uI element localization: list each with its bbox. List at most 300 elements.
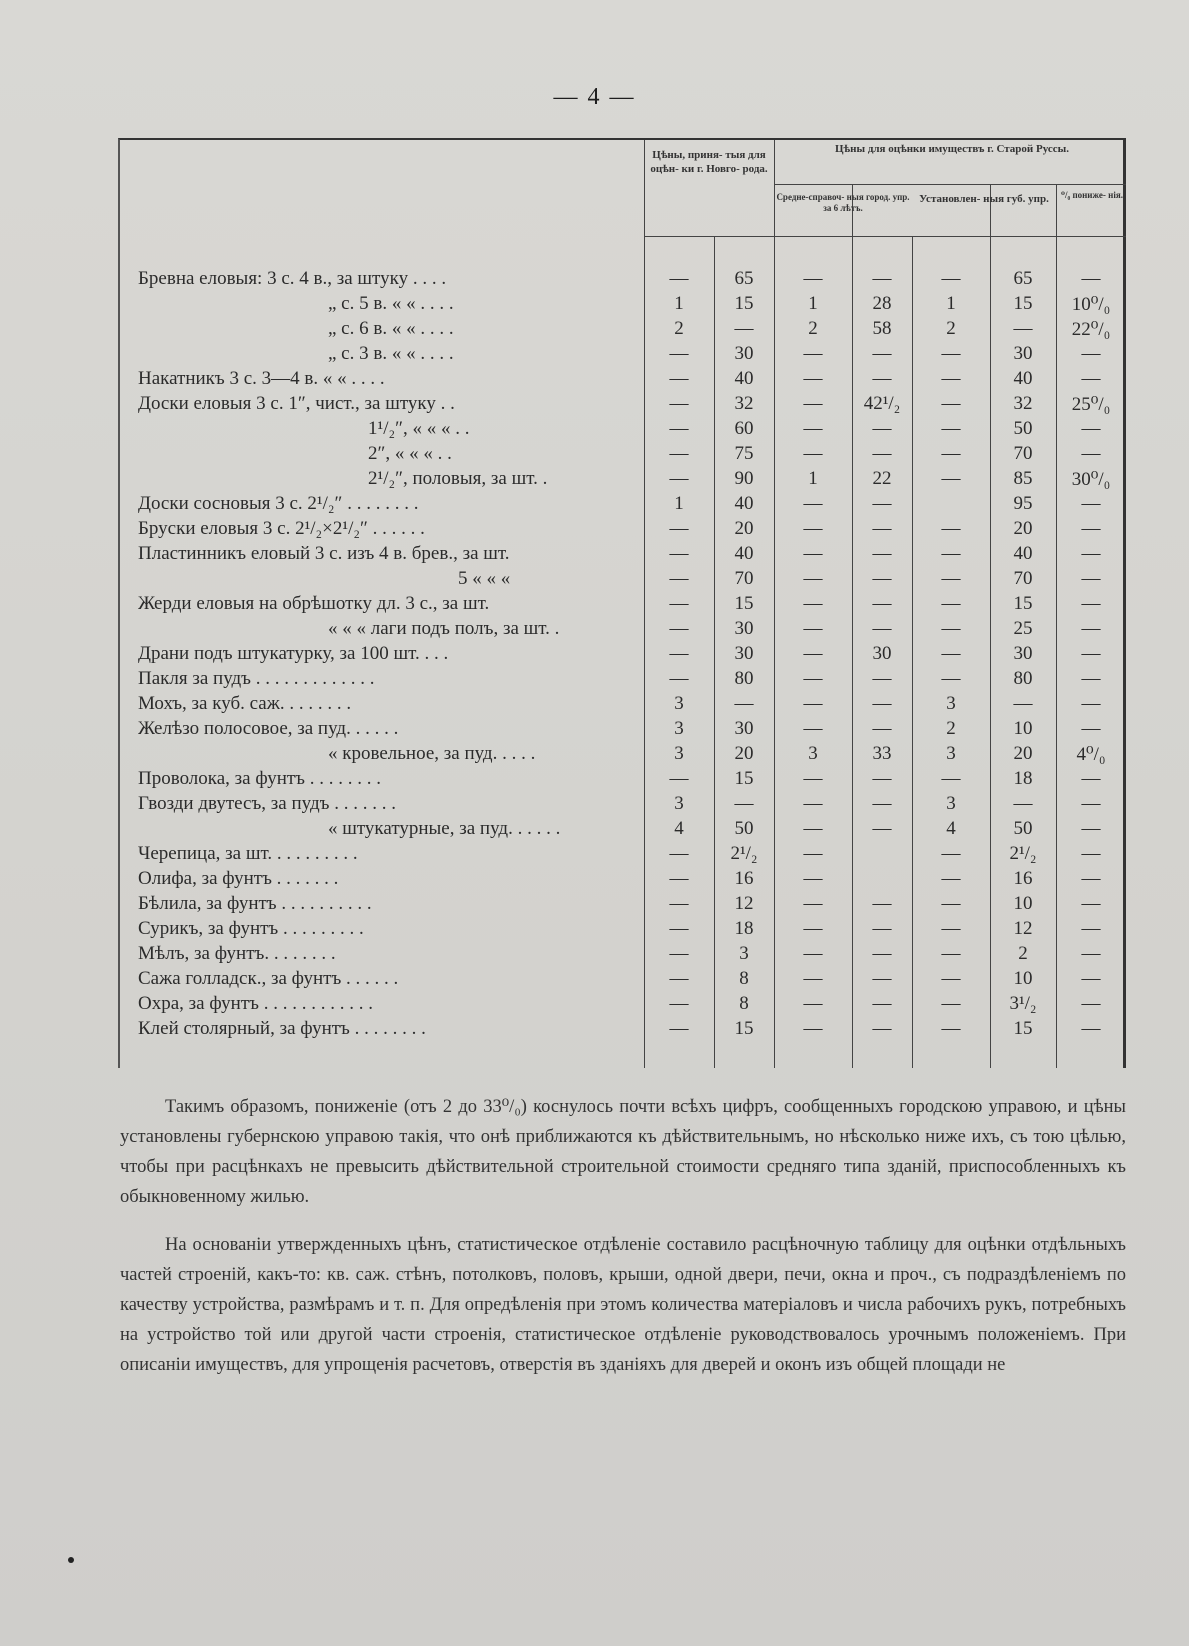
cell-c5: 3 bbox=[946, 793, 956, 814]
row-label bbox=[138, 943, 658, 965]
cell-c5: — bbox=[941, 568, 961, 589]
row-label-text: Черепица, за шт. . . . . . . . . . bbox=[138, 843, 358, 864]
cell-c2: 60 bbox=[734, 418, 754, 439]
cell-c7: — bbox=[1081, 1018, 1101, 1039]
table-row bbox=[120, 967, 1123, 992]
cell-c1: — bbox=[669, 1018, 689, 1039]
row-label bbox=[138, 968, 658, 990]
cell-c6: 70 bbox=[1013, 568, 1033, 589]
cell-c7: — bbox=[1081, 843, 1101, 864]
table-row bbox=[120, 792, 1123, 817]
row-label-text: Пластинникъ еловый 3 с. изъ 4 в. брев., за шт. bbox=[138, 543, 510, 564]
row-label bbox=[138, 668, 658, 690]
cell-c5: — bbox=[941, 268, 961, 289]
row-label-text: Желѣзо полосовое, за пуд. . . . . . bbox=[138, 718, 399, 739]
cell-c1: — bbox=[669, 618, 689, 639]
cell-c2: 15 bbox=[734, 293, 754, 314]
cell-c5: 3 bbox=[946, 693, 956, 714]
table-row bbox=[120, 592, 1123, 617]
cell-c4: — bbox=[872, 818, 892, 839]
cell-c7: — bbox=[1081, 943, 1101, 964]
cell-c2: 8 bbox=[739, 993, 749, 1014]
table-row bbox=[120, 342, 1123, 367]
row-label-text: Гвозди двутесъ, за пудъ . . . . . . . bbox=[138, 793, 396, 814]
cell-c7: — bbox=[1081, 868, 1101, 889]
cell-c5: — bbox=[941, 343, 961, 364]
table-row bbox=[120, 1017, 1123, 1042]
cell-c2: 30 bbox=[734, 618, 754, 639]
cell-c7: — bbox=[1081, 793, 1101, 814]
row-label bbox=[138, 493, 658, 515]
cell-c4: — bbox=[872, 968, 892, 989]
cell-c7: — bbox=[1081, 568, 1101, 589]
cell-c3: — bbox=[803, 893, 823, 914]
cell-c7: — bbox=[1081, 618, 1101, 639]
price-table bbox=[118, 138, 1126, 1068]
cell-c6: 10 bbox=[1013, 968, 1033, 989]
cell-c1: — bbox=[669, 568, 689, 589]
cell-c7: — bbox=[1081, 893, 1101, 914]
cell-c4: — bbox=[872, 543, 892, 564]
table-body bbox=[120, 267, 1123, 1042]
cell-c2: 50 bbox=[734, 818, 754, 839]
cell-c7: — bbox=[1081, 968, 1101, 989]
cell-c1: — bbox=[669, 518, 689, 539]
cell-c6: 15 bbox=[1013, 1018, 1033, 1039]
row-label-text: Доски сосновыя 3 с. 2¹/₂″ . . . . . . . . bbox=[138, 493, 419, 514]
cell-c3: — bbox=[803, 268, 823, 289]
cell-c2: 8 bbox=[739, 968, 749, 989]
cell-c4: — bbox=[872, 568, 892, 589]
table-row bbox=[120, 692, 1123, 717]
cell-c4: 42¹/₂ bbox=[863, 393, 901, 414]
cell-c7: — bbox=[1081, 543, 1101, 564]
cell-c2: 65 bbox=[734, 268, 754, 289]
cell-c1: — bbox=[669, 768, 689, 789]
cell-c7: — bbox=[1081, 768, 1101, 789]
cell-c7: — bbox=[1081, 593, 1101, 614]
cell-c1: 1 bbox=[674, 493, 684, 514]
table-row bbox=[120, 642, 1123, 667]
cell-c3: — bbox=[803, 693, 823, 714]
header-novgorod: Цѣны, приня- тыя для оцѣн- ки г. Новго- рода. bbox=[650, 149, 768, 175]
table-row bbox=[120, 517, 1123, 542]
cell-c3: — bbox=[803, 418, 823, 439]
row-label bbox=[138, 868, 658, 890]
cell-c4: — bbox=[872, 893, 892, 914]
cell-c7: — bbox=[1081, 718, 1101, 739]
row-label-text: Мѣлъ, за фунтъ. . . . . . . . bbox=[138, 943, 336, 964]
row-label bbox=[138, 893, 658, 915]
cell-c1: 3 bbox=[674, 693, 684, 714]
row-label-text: 2″, « « « . . bbox=[368, 443, 452, 464]
cell-c5: — bbox=[941, 418, 961, 439]
cell-c5: — bbox=[941, 768, 961, 789]
row-label-text: Бѣлила, за фунтъ . . . . . . . . . . bbox=[138, 893, 372, 914]
cell-c5: — bbox=[941, 968, 961, 989]
cell-c7: — bbox=[1081, 993, 1101, 1014]
paragraph: На основаніи утвержденныхъ цѣнъ, статистическое отдѣленіе составило расцѣночную таблицу для оцѣнки отдѣльныхъ частей строеній, какъ-то: кв. саж. стѣнъ, потолковъ, половъ, крыши, одной двери, печи, окна и проч., съ подраздѣленіемъ по качеству устройства, размѣрамъ и т. п. Для опредѣленія при этомъ количества матеріаловъ и числа рабочихъ рукъ, потребныхъ на устройство той или другой части строенія, статистическое отдѣленіе руководствовалось урочнымъ положеніемъ. При описаніи имуществъ, для упрощенія расчетовъ, отверстія въ зданіяхъ для дверей и оконъ изъ общей площади не bbox=[120, 1235, 1126, 1375]
row-label-text: Пакля за пудъ . . . . . . . . . . . . . bbox=[138, 668, 375, 689]
cell-c5: — bbox=[941, 943, 961, 964]
cell-c1: — bbox=[669, 868, 689, 889]
row-label-text: „ с. 3 в. « « . . . . bbox=[328, 343, 454, 364]
cell-c4: — bbox=[872, 768, 892, 789]
row-label-text: Накатникъ 3 с. 3—4 в. « « . . . . bbox=[138, 368, 385, 389]
body-text bbox=[120, 1092, 1126, 1380]
cell-c4: 30 bbox=[872, 643, 892, 664]
cell-c7: — bbox=[1081, 918, 1101, 939]
cell-c3: — bbox=[803, 493, 823, 514]
header-rule bbox=[644, 236, 1126, 237]
cell-c2: 16 bbox=[734, 868, 754, 889]
cell-c5: — bbox=[941, 443, 961, 464]
cell-c6: 85 bbox=[1013, 468, 1033, 489]
row-label-text: „ с. 6 в. « « . . . . bbox=[328, 318, 454, 339]
cell-c6: 95 bbox=[1013, 493, 1033, 514]
row-label bbox=[138, 443, 658, 465]
row-label bbox=[138, 393, 658, 415]
cell-c3: — bbox=[803, 718, 823, 739]
cell-c7: 25⁰/₀ bbox=[1071, 394, 1111, 415]
cell-c7: — bbox=[1081, 268, 1101, 289]
cell-c1: — bbox=[669, 468, 689, 489]
row-label bbox=[138, 718, 658, 740]
cell-c5: — bbox=[941, 543, 961, 564]
cell-c1: 2 bbox=[674, 318, 684, 339]
table-row bbox=[120, 417, 1123, 442]
cell-c6: 15 bbox=[1013, 593, 1033, 614]
cell-c2: 40 bbox=[734, 368, 754, 389]
cell-c6: 40 bbox=[1013, 543, 1033, 564]
cell-c6: 32 bbox=[1013, 393, 1033, 414]
row-label bbox=[138, 993, 658, 1015]
cell-c6: 50 bbox=[1013, 418, 1033, 439]
row-label bbox=[138, 568, 658, 590]
row-label-text: Доски еловыя 3 с. 1″, чист., за штуку . . bbox=[138, 393, 455, 414]
cell-c7: — bbox=[1081, 518, 1101, 539]
cell-c2: 70 bbox=[734, 568, 754, 589]
cell-c4: — bbox=[872, 718, 892, 739]
cell-c3: — bbox=[803, 368, 823, 389]
cell-c6: 70 bbox=[1013, 443, 1033, 464]
cell-c6: 30 bbox=[1013, 643, 1033, 664]
cell-c3: — bbox=[803, 518, 823, 539]
row-label-text: Драни подъ штукатурку, за 100 шт. . . . bbox=[138, 643, 449, 664]
cell-c1: — bbox=[669, 393, 689, 414]
cell-c2: 3 bbox=[739, 943, 749, 964]
table-row bbox=[120, 367, 1123, 392]
cell-c5: — bbox=[941, 643, 961, 664]
cell-c1: — bbox=[669, 368, 689, 389]
table-row bbox=[120, 542, 1123, 567]
cell-c5: 3 bbox=[946, 743, 956, 764]
row-label-text: Бревна еловыя: 3 с. 4 в., за штуку . . . . bbox=[138, 268, 447, 289]
cell-c1: — bbox=[669, 593, 689, 614]
cell-c7: — bbox=[1081, 443, 1101, 464]
cell-c6: 50 bbox=[1013, 818, 1033, 839]
row-label bbox=[138, 1018, 658, 1040]
cell-c2: 18 bbox=[734, 918, 754, 939]
cell-c6: 20 bbox=[1013, 518, 1033, 539]
cell-c2: 30 bbox=[734, 343, 754, 364]
row-label-text: Сажа голладск., за фунтъ . . . . . . bbox=[138, 968, 399, 989]
cell-c7: — bbox=[1081, 668, 1101, 689]
row-label bbox=[138, 368, 658, 390]
header-staraya-russa: Цѣны для оцѣнки имуществъ г. Старой Руссы. bbox=[834, 143, 1069, 155]
cell-c3: 1 bbox=[808, 468, 818, 489]
row-label bbox=[138, 618, 658, 640]
table-row bbox=[120, 442, 1123, 467]
cell-c3: — bbox=[803, 443, 823, 464]
cell-c2: 40 bbox=[734, 493, 754, 514]
cell-c6: 3¹/₂ bbox=[1009, 993, 1037, 1014]
row-label bbox=[138, 643, 658, 665]
cell-c3: 2 bbox=[808, 318, 818, 339]
header-pct: ⁰/₀ пониже- нія. bbox=[1061, 190, 1123, 200]
cell-c7: — bbox=[1081, 368, 1101, 389]
row-label-text: Охра, за фунтъ . . . . . . . . . . . . bbox=[138, 993, 373, 1014]
cell-c2: — bbox=[734, 693, 754, 714]
cell-c4: — bbox=[872, 993, 892, 1014]
cell-c6: 25 bbox=[1013, 618, 1033, 639]
cell-c2: 20 bbox=[734, 518, 754, 539]
table-row bbox=[120, 267, 1123, 292]
cell-c1: — bbox=[669, 268, 689, 289]
row-label-text: 5 « « « bbox=[458, 568, 511, 589]
cell-c5: — bbox=[941, 1018, 961, 1039]
cell-c6: — bbox=[1013, 693, 1033, 714]
cell-c4: — bbox=[872, 418, 892, 439]
cell-c4: — bbox=[872, 518, 892, 539]
cell-c7: — bbox=[1081, 693, 1101, 714]
row-label bbox=[138, 693, 658, 715]
table-row bbox=[120, 317, 1123, 342]
cell-c2: 30 bbox=[734, 718, 754, 739]
cell-c3: — bbox=[803, 643, 823, 664]
cell-c6: 18 bbox=[1013, 768, 1033, 789]
cell-c5: 4 bbox=[946, 818, 956, 839]
cell-c7: 30⁰/₀ bbox=[1071, 469, 1111, 490]
cell-c4: 28 bbox=[872, 293, 892, 314]
cell-c1: 3 bbox=[674, 718, 684, 739]
cell-c7: 10⁰/₀ bbox=[1071, 294, 1111, 315]
page-number: — 4 — bbox=[553, 84, 636, 110]
cell-c7: 4⁰/₀ bbox=[1076, 744, 1106, 765]
cell-c1: — bbox=[669, 843, 689, 864]
row-label-text: Олифа, за фунтъ . . . . . . . bbox=[138, 868, 339, 889]
cell-c2: 12 bbox=[734, 893, 754, 914]
table-row bbox=[120, 617, 1123, 642]
cell-c4: 22 bbox=[872, 468, 892, 489]
table-row bbox=[120, 917, 1123, 942]
cell-c4: — bbox=[872, 793, 892, 814]
cell-c4: — bbox=[872, 268, 892, 289]
cell-c3: 1 bbox=[808, 293, 818, 314]
cell-c1: — bbox=[669, 543, 689, 564]
cell-c7: 22⁰/₀ bbox=[1071, 319, 1111, 340]
cell-c3: — bbox=[803, 543, 823, 564]
cell-c5: — bbox=[941, 618, 961, 639]
cell-c4: — bbox=[872, 443, 892, 464]
cell-c6: 80 bbox=[1013, 668, 1033, 689]
cell-c5: 2 bbox=[946, 318, 956, 339]
table-row bbox=[120, 842, 1123, 867]
cell-c5: — bbox=[941, 393, 961, 414]
cell-c6: 2¹/₂ bbox=[1009, 843, 1037, 864]
row-label-text: Мохъ, за куб. саж. . . . . . . . bbox=[138, 693, 352, 714]
cell-c2: — bbox=[734, 793, 754, 814]
cell-c6: 10 bbox=[1013, 893, 1033, 914]
cell-c5: — bbox=[941, 368, 961, 389]
cell-c6: 16 bbox=[1013, 868, 1033, 889]
table-row bbox=[120, 992, 1123, 1017]
cell-c1: — bbox=[669, 943, 689, 964]
cell-c2: 15 bbox=[734, 768, 754, 789]
table-row bbox=[120, 667, 1123, 692]
cell-c1: — bbox=[669, 668, 689, 689]
row-label-text: „ с. 5 в. « « . . . . bbox=[328, 293, 454, 314]
cell-c1: — bbox=[669, 968, 689, 989]
cell-c1: — bbox=[669, 993, 689, 1014]
table-row bbox=[120, 892, 1123, 917]
cell-c3: — bbox=[803, 618, 823, 639]
cell-c6: — bbox=[1013, 793, 1033, 814]
table-row bbox=[120, 292, 1123, 317]
table-row bbox=[120, 467, 1123, 492]
row-label-text: Клей столярный, за фунтъ . . . . . . . . bbox=[138, 1018, 426, 1039]
cell-c3: — bbox=[803, 668, 823, 689]
row-label bbox=[138, 518, 658, 540]
cell-c1: 3 bbox=[674, 793, 684, 814]
cell-c2: 20 bbox=[734, 743, 754, 764]
cell-c5: — bbox=[941, 893, 961, 914]
cell-c4: — bbox=[872, 918, 892, 939]
row-label bbox=[138, 318, 658, 340]
cell-c7: — bbox=[1081, 343, 1101, 364]
cell-c6: 40 bbox=[1013, 368, 1033, 389]
cell-c5: — bbox=[941, 518, 961, 539]
cell-c3: — bbox=[803, 568, 823, 589]
table-row bbox=[120, 717, 1123, 742]
table-row bbox=[120, 942, 1123, 967]
row-label-text: « штукатурные, за пуд. . . . . . bbox=[328, 818, 561, 839]
table-row bbox=[120, 767, 1123, 792]
cell-c1: — bbox=[669, 893, 689, 914]
cell-c1: — bbox=[669, 443, 689, 464]
cell-c3: — bbox=[803, 1018, 823, 1039]
cell-c6: — bbox=[1013, 318, 1033, 339]
cell-c2: 90 bbox=[734, 468, 754, 489]
header-rule bbox=[774, 184, 1126, 185]
cell-c4: — bbox=[872, 693, 892, 714]
row-label-text: Проволока, за фунтъ . . . . . . . . bbox=[138, 768, 381, 789]
cell-c2: — bbox=[734, 318, 754, 339]
cell-c6: 2 bbox=[1018, 943, 1028, 964]
cell-c7: — bbox=[1081, 818, 1101, 839]
cell-c3: — bbox=[803, 593, 823, 614]
table-row bbox=[120, 817, 1123, 842]
cell-c6: 15 bbox=[1013, 293, 1033, 314]
cell-c6: 20 bbox=[1013, 743, 1033, 764]
row-label bbox=[138, 793, 658, 815]
table-row bbox=[120, 567, 1123, 592]
row-label-text: 2¹/₂″, половыя, за шт. . bbox=[368, 468, 548, 489]
ink-speck bbox=[68, 1557, 74, 1563]
cell-c1: 1 bbox=[674, 293, 684, 314]
cell-c5: — bbox=[941, 918, 961, 939]
row-label bbox=[138, 843, 658, 865]
cell-c3: — bbox=[803, 793, 823, 814]
cell-c7: — bbox=[1081, 493, 1101, 514]
row-label-text: 1¹/₂″, « « « . . bbox=[368, 418, 470, 439]
paragraph: Такимъ образомъ, пониженіе (отъ 2 до 33⁰/₀) коснулось почти всѣхъ цифръ, сообщенныхъ городскою управою, и цѣны установлены губернскою управою такія, что онѣ приближаются къ дѣйствительнымъ, но нѣсколько ниже ихъ, съ тою цѣлью, чтобы при расцѣнкахъ не превысить дѣйствительной строительной стоимости средняго типа зданій, приспособленныхъ къ обыкновенному жилью. bbox=[120, 1097, 1126, 1207]
cell-c3: — bbox=[803, 918, 823, 939]
cell-c3: — bbox=[803, 968, 823, 989]
cell-c6: 12 bbox=[1013, 918, 1033, 939]
row-label-text: Сурикъ, за фунтъ . . . . . . . . . bbox=[138, 918, 364, 939]
cell-c3: — bbox=[803, 768, 823, 789]
cell-c5: — bbox=[941, 468, 961, 489]
cell-c2: 32 bbox=[734, 393, 754, 414]
row-label bbox=[138, 418, 658, 440]
cell-c7: — bbox=[1081, 643, 1101, 664]
cell-c6: 30 bbox=[1013, 343, 1033, 364]
cell-c1: — bbox=[669, 918, 689, 939]
cell-c4: — bbox=[872, 368, 892, 389]
cell-c4: — bbox=[872, 668, 892, 689]
row-label bbox=[138, 543, 658, 565]
row-label-text: Жерди еловыя на обрѣшотку дл. 3 с., за шт. bbox=[138, 593, 490, 614]
cell-c2: 15 bbox=[734, 593, 754, 614]
cell-c5: — bbox=[941, 593, 961, 614]
row-label bbox=[138, 743, 658, 765]
cell-c3: 3 bbox=[808, 743, 818, 764]
table-row bbox=[120, 742, 1123, 767]
header-city-avg: Средне-справоч- ныя город. упр. за 6 лѣтъ. bbox=[776, 192, 910, 213]
cell-c3: — bbox=[803, 843, 823, 864]
cell-c3: — bbox=[803, 943, 823, 964]
cell-c2: 40 bbox=[734, 543, 754, 564]
row-label bbox=[138, 918, 658, 940]
cell-c4: — bbox=[872, 343, 892, 364]
cell-c4: 33 bbox=[872, 743, 892, 764]
table-row bbox=[120, 867, 1123, 892]
cell-c3: — bbox=[803, 868, 823, 889]
cell-c4: — bbox=[872, 618, 892, 639]
cell-c4: — bbox=[872, 1018, 892, 1039]
row-label bbox=[138, 768, 658, 790]
cell-c2: 30 bbox=[734, 643, 754, 664]
cell-c4: — bbox=[872, 493, 892, 514]
cell-c1: 4 bbox=[674, 818, 684, 839]
cell-c1: 3 bbox=[674, 743, 684, 764]
cell-c5: — bbox=[941, 868, 961, 889]
row-label bbox=[138, 343, 658, 365]
row-label-text: « « « лаги подъ полъ, за шт. . bbox=[328, 618, 560, 639]
cell-c1: — bbox=[669, 418, 689, 439]
row-label bbox=[138, 818, 658, 840]
row-label bbox=[138, 293, 658, 315]
row-label bbox=[138, 468, 658, 490]
row-label-text: « кровельное, за пуд. . . . . bbox=[328, 743, 536, 764]
table-row bbox=[120, 392, 1123, 417]
cell-c2: 75 bbox=[734, 443, 754, 464]
cell-c4: 58 bbox=[872, 318, 892, 339]
cell-c2: 15 bbox=[734, 1018, 754, 1039]
cell-c5: 1 bbox=[946, 293, 956, 314]
cell-c6: 65 bbox=[1013, 268, 1033, 289]
